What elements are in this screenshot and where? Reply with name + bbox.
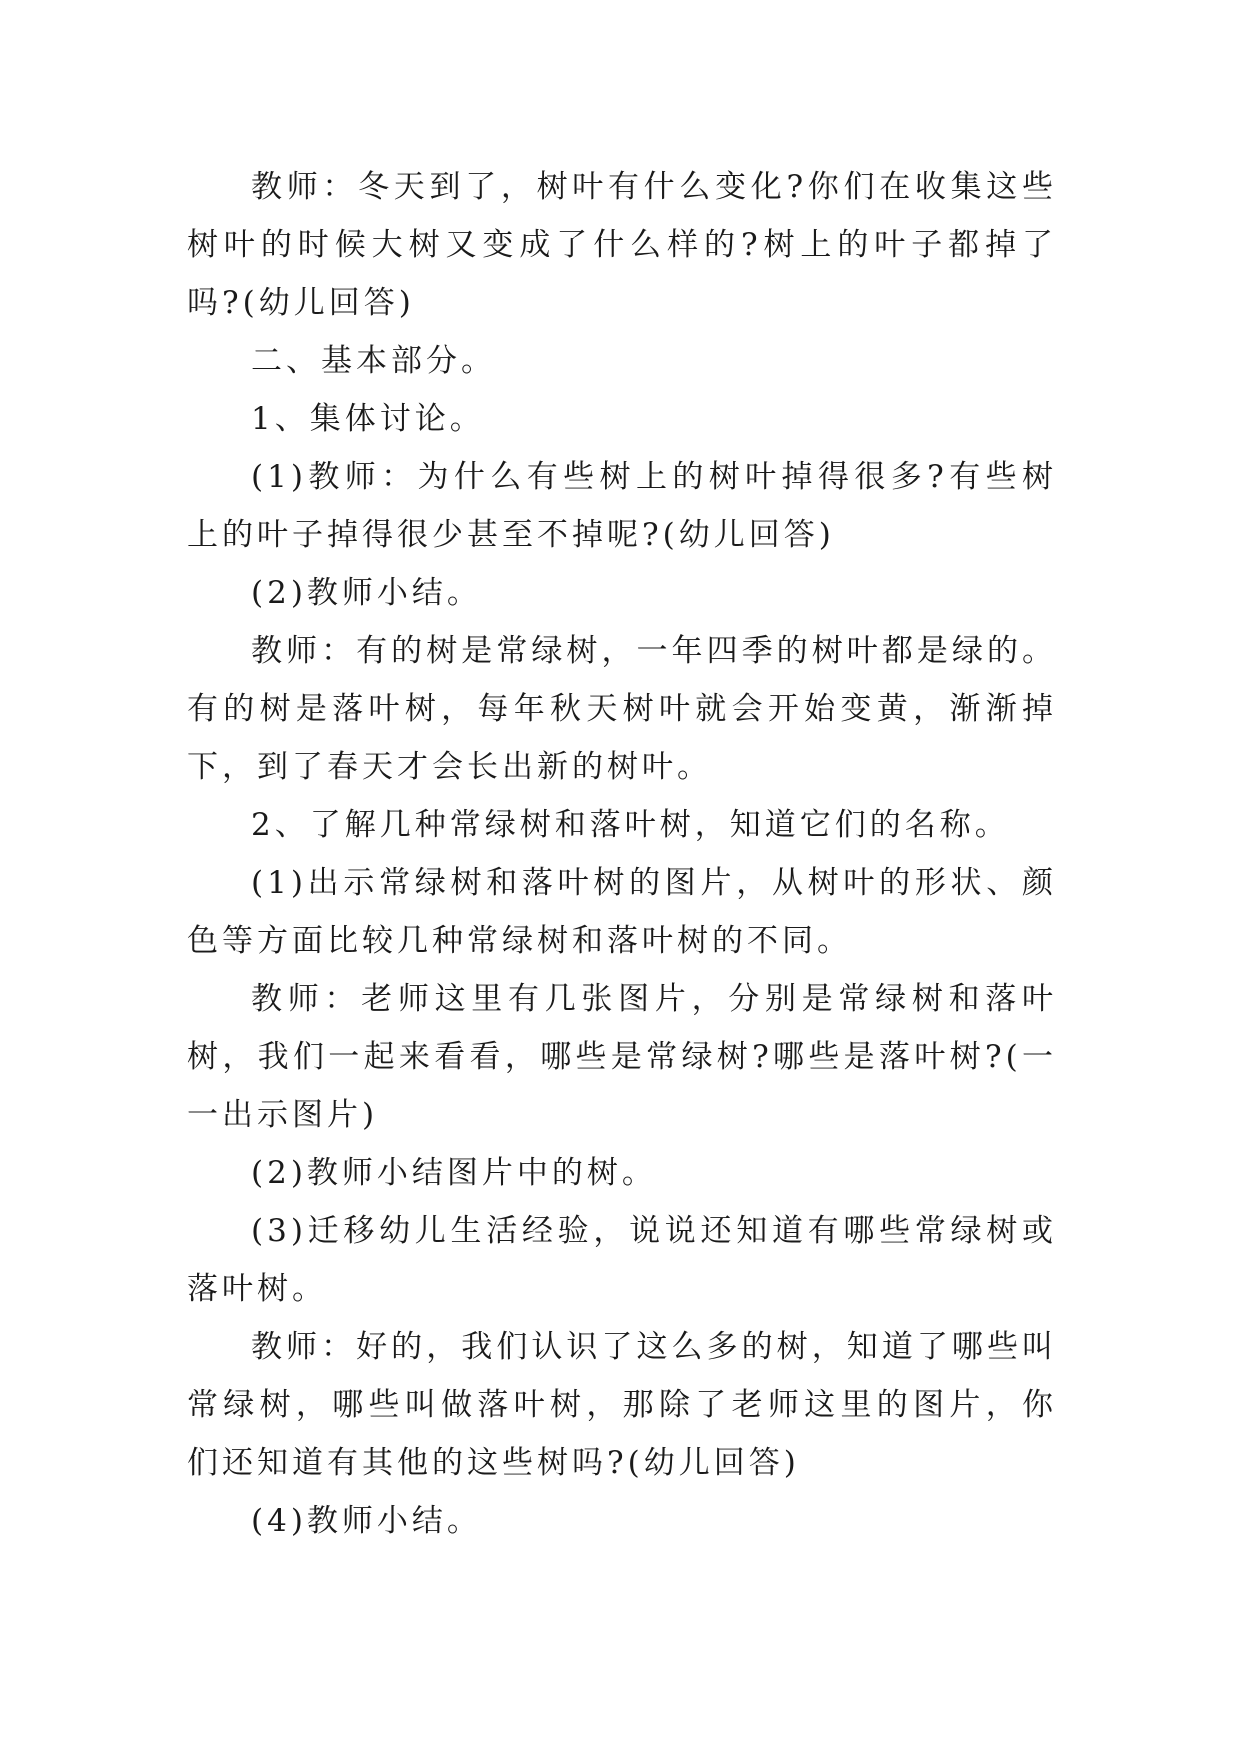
paragraph: 教师：老师这里有几张图片，分别是常绿树和落叶树，我们一起来看看，哪些是常绿树?哪些是落叶树?(一一出示图片) — [187, 981, 1057, 1133]
paragraph: 教师：冬天到了，树叶有什么变化?你们在收集这些树叶的时候大树又变成了什么样的?树上的叶子都掉了吗?(幼儿回答) — [187, 169, 1057, 321]
paragraph: (4)教师小结。 — [251, 1503, 482, 1539]
paragraph: (2)教师小结。 — [251, 575, 482, 611]
paragraph: 教师：好的，我们认识了这么多的树，知道了哪些叫常绿树，哪些叫做落叶树，那除了老师这里的图片，你们还知道有其他的这些树吗?(幼儿回答) — [187, 1329, 1057, 1481]
paragraph: 2、了解几种常绿树和落叶树，知道它们的名称。 — [251, 807, 1010, 843]
paragraph: (3)迁移幼儿生活经验，说说还知道有哪些常绿树或落叶树。 — [187, 1213, 1057, 1307]
paragraph: 教师：有的树是常绿树，一年四季的树叶都是绿的。有的树是落叶树，每年秋天树叶就会开始变黄，渐渐掉下，到了春天才会长出新的树叶。 — [187, 633, 1057, 785]
paragraph: (1)出示常绿树和落叶树的图片，从树叶的形状、颜色等方面比较几种常绿树和落叶树的不同。 — [187, 865, 1057, 959]
document-body — [187, 158, 1057, 1550]
paragraph: 二、基本部分。 — [251, 343, 496, 379]
paragraph: (2)教师小结图片中的树。 — [251, 1155, 657, 1191]
paragraph: (1)教师：为什么有些树上的树叶掉得很多?有些树上的叶子掉得很少甚至不掉呢?(幼儿回答) — [187, 459, 1057, 553]
paragraph: 1、集体讨论。 — [251, 401, 485, 437]
